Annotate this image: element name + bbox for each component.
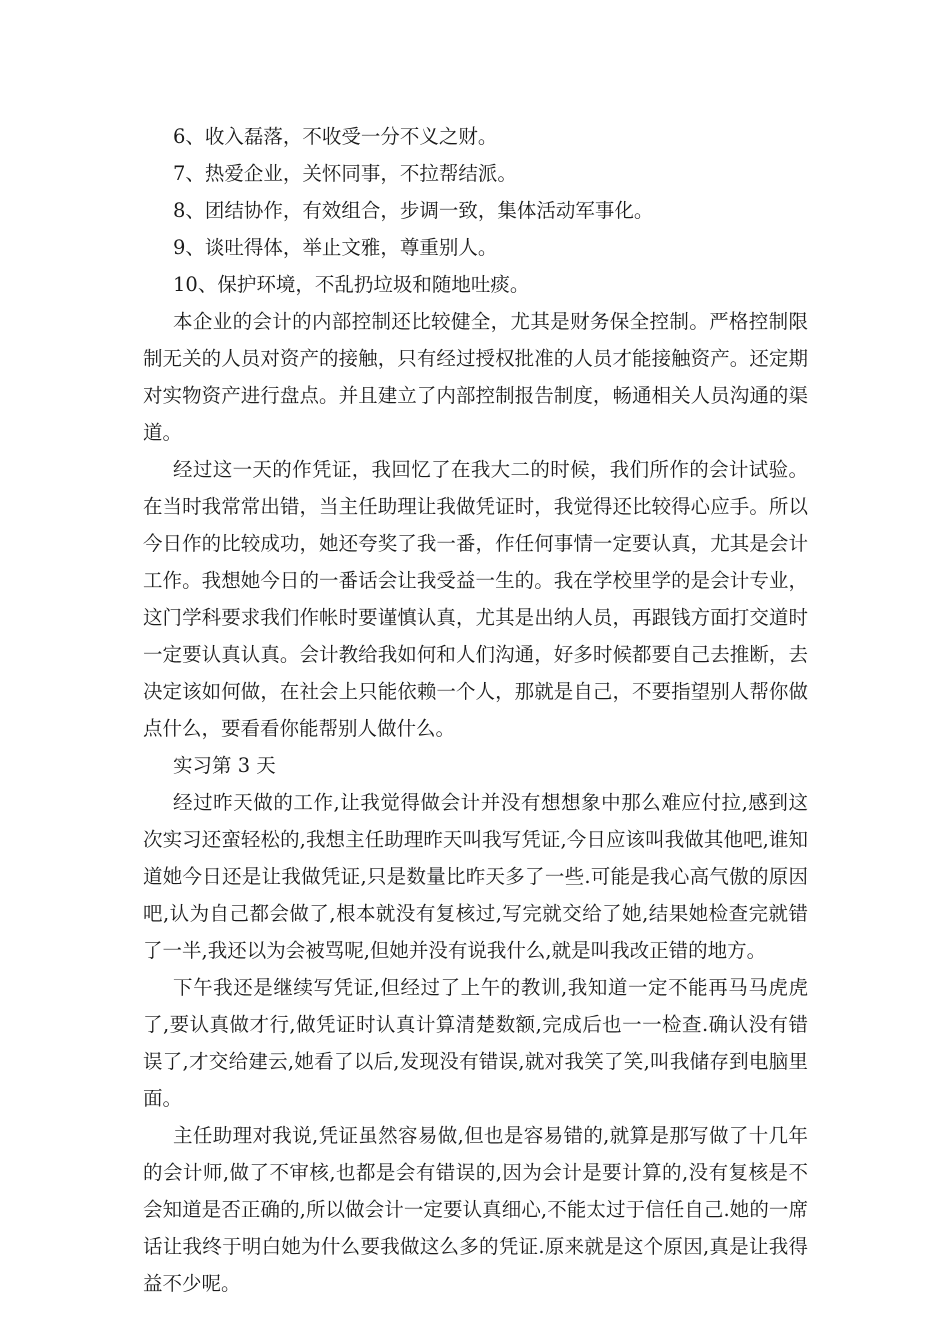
list-item: 9、谈吐得体，举止文雅，尊重别人。 xyxy=(173,236,498,259)
list-item: 6、收入磊落，不收受一分不义之财。 xyxy=(173,125,498,148)
document-page xyxy=(143,118,808,1302)
list-item: 7、热爱企业，关怀同事，不拉帮结派。 xyxy=(173,162,517,185)
list-item: 8、团结协作，有效组合，步调一致，集体活动军事化。 xyxy=(173,199,654,222)
paragraph-internal-control: 本企业的会计的内部控制还比较健全，尤其是财务保全控制。严格控制限制无关的人员对资产的接触，只有经过授权批准的人员才能接触资产。还定期对实物资产进行盘点。并且建立了内部控制报告制度，畅通相关人员沟通的渠道。 xyxy=(143,310,808,444)
paragraph-day3-advice: 主任助理对我说,凭证虽然容易做,但也是容易错的,就算是那写做了十几年的会计师,做了不审核,也都是会有错误的,因为会计是要计算的,没有复核是不会知道是否正确的,所以做会计一定要认真细心,不能太过于信任自己.她的一席话让我终于明白她为什么要我做这么多的凭证.原来就是这个原因,真是让我得益不少呢。 xyxy=(143,1124,808,1295)
paragraph-day3-morning: 经过昨天做的工作,让我觉得做会计并没有想想象中那么难应付拉,感到这次实习还蛮轻松的,我想主任助理昨天叫我写凭证,今日应该叫我做其他吧,谁知道她今日还是让我做凭证,只是数量比昨天多了一些.可能是我心高气傲的原因吧,认为自己都会做了,根本就没有复核过,写完就交给了她,结果她检查完就错了一半,我还以为会被骂呢,但她并没有说我什么,就是叫我改正错的地方。 xyxy=(143,791,808,962)
list-item: 10、保护环境，不乱扔垃圾和随地吐痰。 xyxy=(173,273,530,296)
section-heading: 实习第 3 天 xyxy=(173,754,276,777)
paragraph-day3-afternoon: 下午我还是继续写凭证,但经过了上午的教训,我知道一定不能再马马虎虎了,要认真做才行,做凭证时认真计算清楚数额,完成后也一一检查.确认没有错误了,才交给建云,她看了以后,发现没有错误,就对我笑了笑,叫我储存到电脑里面。 xyxy=(143,976,808,1110)
paragraph-voucher-reflection: 经过这一天的作凭证，我回忆了在我大二的时候，我们所作的会计试验。在当时我常常出错，当主任助理让我做凭证时，我觉得还比较得心应手。所以今日作的比较成功，她还夸奖了我一番，作任何事情一定要认真，尤其是会计工作。我想她今日的一番话会让我受益一生的。我在学校里学的是会计专业，这门学科要求我们作帐时要谨慎认真，尤其是出纳人员，再跟钱方面打交道时一定要认真认真。会计教给我如何和人们沟通，好多时候都要自己去推断，去决定该如何做，在社会上只能依赖一个人，那就是自己，不要指望别人帮你做点什么，要看看你能帮别人做什么。 xyxy=(143,458,808,740)
